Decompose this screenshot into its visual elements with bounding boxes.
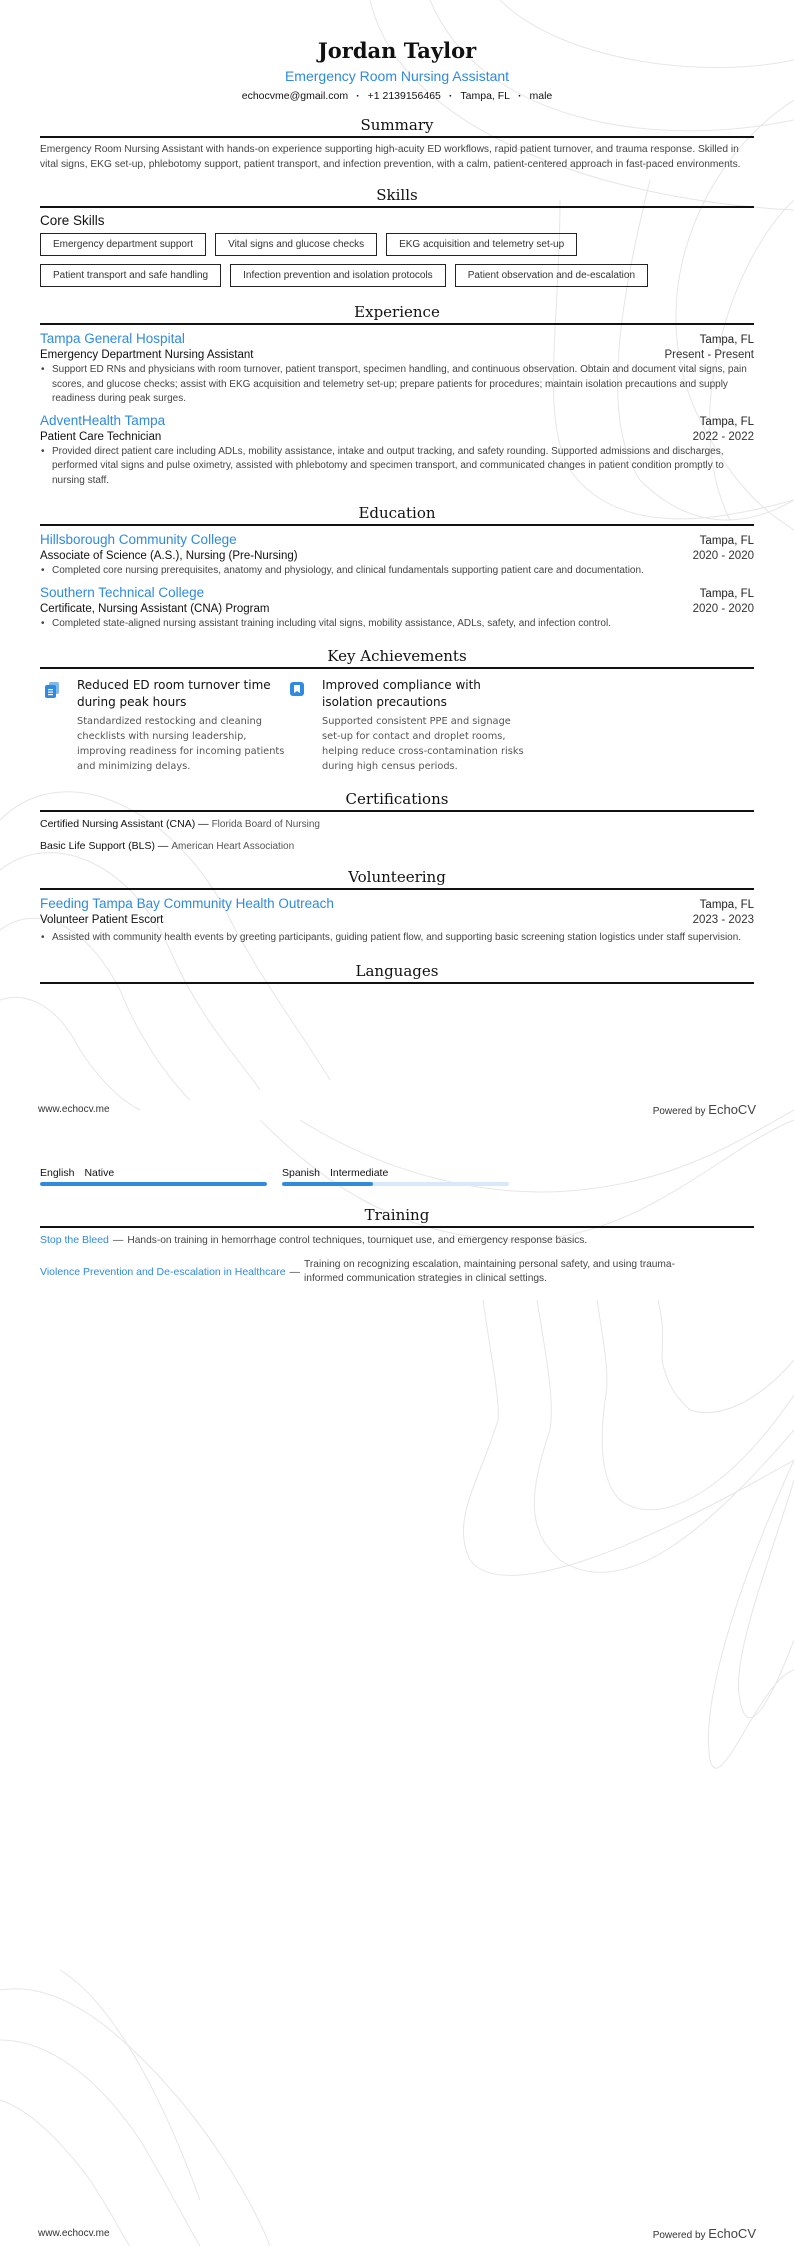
achievement-description: Standardized restocking and cleaning checklists with nursing leadership, improving readiness for incoming patients and minimizing delays. [77, 716, 285, 772]
candidate-name: Jordan Taylor [317, 38, 477, 63]
volunteer-location: Tampa, FL [699, 899, 754, 911]
volunteering-heading: Volunteering [40, 868, 754, 890]
language-level: Intermediate [329, 1167, 389, 1179]
employer-location: Tampa, FL [699, 334, 754, 346]
volunteer-org: Feeding Tampa Bay Community Health Outreach [40, 896, 334, 911]
achievement-item [285, 677, 530, 774]
contact-phone[interactable]: +1 2139156465 [367, 90, 441, 102]
resume-page-1 [40, 0, 754, 984]
language-item [282, 1167, 509, 1186]
education-entry [40, 585, 754, 632]
echocv-brand[interactable]: EchoCV [708, 1102, 756, 1117]
job-title: Emergency Room Nursing Assistant [284, 68, 510, 84]
education-dates: 2020 - 2020 [692, 550, 754, 562]
training-name: Stop the Bleed [40, 1234, 109, 1246]
language-name: English [40, 1167, 75, 1179]
skill-chip: Patient observation and de-escalation [455, 264, 648, 287]
echocv-brand[interactable]: EchoCV [708, 2226, 756, 2241]
language-proficiency-bar [40, 1182, 267, 1186]
achievement-description: Supported consistent PPE and signage set-up for contact and droplet rooms, helping reduce cross-contamination risks during high census periods. [322, 716, 524, 772]
job-dates: Present - Present [664, 349, 754, 361]
experience-section [40, 303, 754, 488]
training-heading: Training [40, 1206, 754, 1228]
skill-chip: EKG acquisition and telemetry set-up [386, 233, 577, 256]
certification-item: Basic Life Support (BLS) — American Heart Association [40, 840, 295, 852]
skills-group-label: Core Skills [40, 213, 105, 228]
contact-location: Tampa, FL [460, 90, 510, 102]
school-location: Tampa, FL [699, 587, 754, 600]
skill-chip: Patient transport and safe handling [40, 264, 221, 287]
footer-powered: Powered by EchoCV [652, 2226, 756, 2241]
languages-list [40, 1167, 754, 1186]
footer-powered: Powered by EchoCV [652, 1102, 756, 1117]
education-dates: 2020 - 2020 [692, 602, 754, 615]
certifications-heading: Certifications [40, 790, 754, 812]
education-heading: Education [40, 504, 754, 526]
training-item: Stop the Bleed — Hands-on training in hemorrhage control techniques, tourniquet use, and emergency response basics. [40, 1234, 588, 1246]
training-description: Hands-on training in hemorrhage control techniques, tourniquet use, and emergency response basics. [127, 1235, 588, 1246]
training-item: Violence Prevention and De-escalation in Healthcare — Training on recognizing escalation, maintaining personal safety, and using trauma-informed communication strategies in clinical settings. [40, 1258, 754, 1286]
employer-location: Tampa, FL [699, 415, 754, 428]
languages-section [40, 962, 754, 984]
job-dates: 2022 - 2022 [692, 430, 754, 443]
language-name: Spanish [282, 1167, 320, 1179]
employer-name: Tampa General Hospital [40, 331, 185, 346]
job-bullet: • Support ED RNs and physicians with room turnover, patient transport, specimen handling, and continuous observation. Obtain and document vital signs, pain scores, and glucose checks; assist with EKG acquisition and telemetry set-up; prepare patients for procedures; maintain isolation precautions and supply readiness during peak surges. [40, 363, 754, 407]
certification-item: Certified Nursing Assistant (CNA) — Florida Board of Nursing [40, 818, 320, 830]
summary-heading: Summary [40, 116, 754, 138]
education-bullet: • Completed state-aligned nursing assistant training including vital signs, mobility assistance, ADLs, safety, and infection control. [40, 617, 754, 632]
experience-entry [40, 413, 754, 489]
resume-page-2 [40, 1167, 754, 1286]
achievements-section [40, 647, 754, 774]
contact-line: echocvme@gmail.com · +1 2139156465 · Tampa, FL · male [241, 90, 553, 102]
languages-heading: Languages [40, 962, 754, 984]
education-section [40, 504, 754, 631]
education-bullet: • Completed core nursing prerequisites, anatomy and physiology, and clinical fundamentals supporting patient care and documentation. [40, 564, 754, 579]
degree: Certificate, Nursing Assistant (CNA) Program [40, 602, 270, 615]
skills-section [40, 186, 754, 287]
footer-site-link[interactable]: www.echocv.me [38, 1104, 110, 1115]
skill-chip: Emergency department support [40, 233, 206, 256]
clipboard-stack-icon [44, 681, 60, 774]
page-footer [38, 2226, 756, 2241]
achievement-title: Reduced ED room turnover time during peak hours [77, 678, 271, 709]
page-footer [38, 1102, 756, 1117]
experience-entry [40, 331, 754, 407]
training-description: Training on recognizing escalation, maintaining personal safety, and using trauma-informed communication strategies in clinical settings. [304, 1259, 675, 1284]
footer-site-link[interactable]: www.echocv.me [38, 2228, 110, 2239]
skill-chip: Infection prevention and isolation protocols [230, 264, 446, 287]
school-name: Southern Technical College [40, 584, 205, 600]
training-section [40, 1206, 754, 1286]
language-level: Native [84, 1167, 115, 1179]
experience-heading: Experience [40, 303, 754, 325]
volunteering-entry [40, 896, 754, 946]
summary-text: Emergency Room Nursing Assistant with hands-on experience supporting high-acuity ED workflows, rapid patient turnover, and trauma response. Skilled in vital signs, EKG set-up, phlebotomy support, patient transport, and infection prevention, with a calm, patient-centered approach in fast-paced environments. [40, 144, 741, 170]
bookmark-icon [289, 681, 305, 774]
school-name: Hillsborough Community College [40, 532, 237, 547]
education-entry [40, 532, 754, 579]
summary-section [40, 116, 754, 172]
volunteer-bullet: • Assisted with community health events by greeting participants, guiding patient flow, and supporting basic screening station logistics under staff supervision. [40, 931, 754, 946]
contact-gender: male [529, 90, 553, 102]
degree: Associate of Science (A.S.), Nursing (Pre-Nursing) [40, 550, 298, 562]
skill-chip: Vital signs and glucose checks [215, 233, 377, 256]
employer-name: AdventHealth Tampa [40, 412, 166, 428]
job-role: Emergency Department Nursing Assistant [40, 349, 254, 361]
achievement-title: Improved compliance with isolation precautions [322, 678, 481, 709]
achievements-heading: Key Achievements [40, 647, 754, 669]
job-role: Patient Care Technician [40, 430, 162, 443]
training-name: Violence Prevention and De-escalation in Healthcare [40, 1266, 286, 1278]
skills-heading: Skills [40, 186, 754, 208]
contact-email[interactable]: echocvme@gmail.com [241, 90, 349, 102]
certifications-section [40, 790, 754, 852]
language-proficiency-bar [282, 1182, 509, 1186]
language-item [40, 1167, 267, 1186]
job-bullet: • Provided direct patient care including ADLs, mobility assistance, intake and output tracking, and safety rounding. Supported admissions and discharges, performed vital signs and pulse oximetry, assisted with phlebotomy and specimen transport, and communicated changes in patient condition promptly to nursing staff. [40, 445, 754, 489]
volunteer-dates: 2023 - 2023 [692, 914, 754, 926]
volunteering-section [40, 868, 754, 946]
volunteer-role: Volunteer Patient Escort [40, 914, 164, 926]
school-location: Tampa, FL [699, 535, 754, 547]
skills-chips [40, 233, 754, 287]
achievement-item [40, 677, 285, 774]
